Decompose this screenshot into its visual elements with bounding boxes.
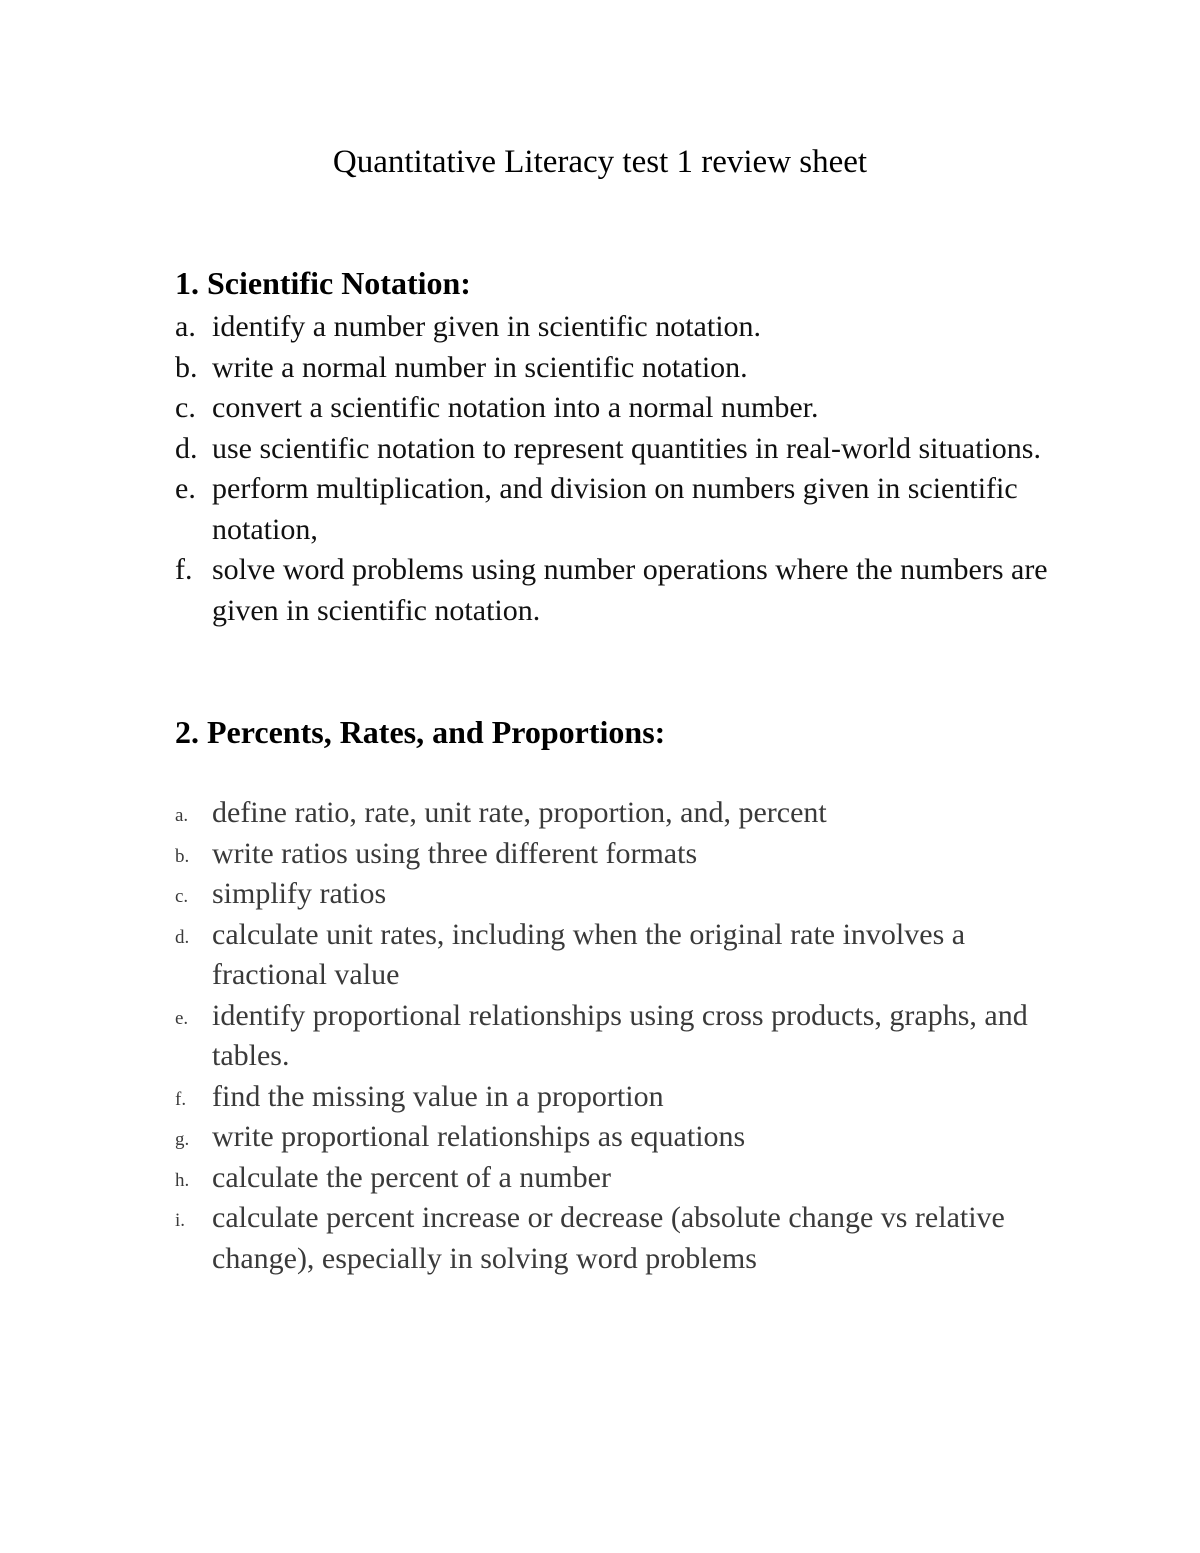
list-item-marker: b. — [175, 845, 190, 867]
list-item-text: define ratio, rate, unit rate, proportion, and, percent — [212, 796, 827, 829]
section-heading-scientific-notation: 1. Scientific Notation: — [175, 265, 471, 301]
list-item — [175, 1198, 1075, 1279]
section-heading-percents-rates-proportions: 2. Percents, Rates, and Proportions: — [175, 714, 666, 750]
list-item-marker: a. — [175, 310, 196, 343]
list-item-marker: b. — [175, 350, 198, 384]
list-item-text: identify proportional relationships using cross products, graphs, and tables. — [212, 998, 1028, 1072]
list-item-text: find the missing value in a proportion — [212, 1079, 664, 1113]
list-item-marker: e. — [175, 1007, 189, 1029]
list-item-text: write a normal number in scientific notation. — [212, 350, 748, 384]
list-item-text: solve word problems using number operations where the numbers are given in scientific notation. — [212, 553, 1048, 627]
list-item — [175, 348, 1075, 389]
percents-rates-proportions-list — [175, 793, 1075, 1279]
list-item-marker: a. — [175, 805, 189, 826]
list-item-marker: c. — [175, 391, 196, 424]
list-item — [175, 834, 1075, 875]
list-item-marker: h. — [175, 1169, 190, 1191]
list-item-text: write ratios using three different formats — [212, 836, 698, 870]
list-item-marker: c. — [175, 886, 189, 907]
list-item — [175, 469, 1075, 550]
list-item — [175, 307, 1075, 348]
list-item-text: identify a number given in scientific notation. — [212, 310, 762, 343]
list-item-text: calculate percent increase or decrease (absolute change vs relative change), especially in solving word problems — [212, 1201, 1005, 1275]
list-item — [175, 915, 1075, 996]
list-item — [175, 793, 1075, 834]
list-item — [175, 1117, 1075, 1158]
document-title: Quantitative Literacy test 1 review sheet — [332, 144, 868, 180]
list-item — [175, 874, 1075, 915]
list-item-marker: e. — [175, 472, 196, 505]
list-item — [175, 429, 1075, 470]
list-item-text: simplify ratios — [212, 877, 387, 910]
list-item — [175, 996, 1075, 1077]
scientific-notation-list — [175, 307, 1075, 631]
list-item — [175, 1077, 1075, 1118]
list-item-text: perform multiplication, and division on numbers given in scientific notation, — [212, 472, 1018, 546]
list-item-marker: d. — [175, 926, 190, 948]
list-item-marker: g. — [175, 1129, 190, 1150]
list-item-text: use scientific notation to represent quantities in real-world situations. — [212, 431, 1041, 465]
list-item-marker: f. — [175, 553, 193, 586]
list-item-text: write proportional relationships as equations — [212, 1120, 746, 1153]
list-item — [175, 550, 1075, 631]
list-item-text: convert a scientific notation into a normal number. — [212, 391, 819, 424]
list-item-text: calculate unit rates, including when the original rate involves a fractional value — [212, 917, 966, 991]
list-item-marker: i. — [175, 1210, 186, 1231]
list-item-marker: d. — [175, 431, 198, 465]
list-item — [175, 388, 1075, 429]
list-item-marker: f. — [175, 1088, 187, 1110]
list-item — [175, 1158, 1075, 1199]
list-item-text: calculate the percent of a number — [212, 1160, 611, 1194]
